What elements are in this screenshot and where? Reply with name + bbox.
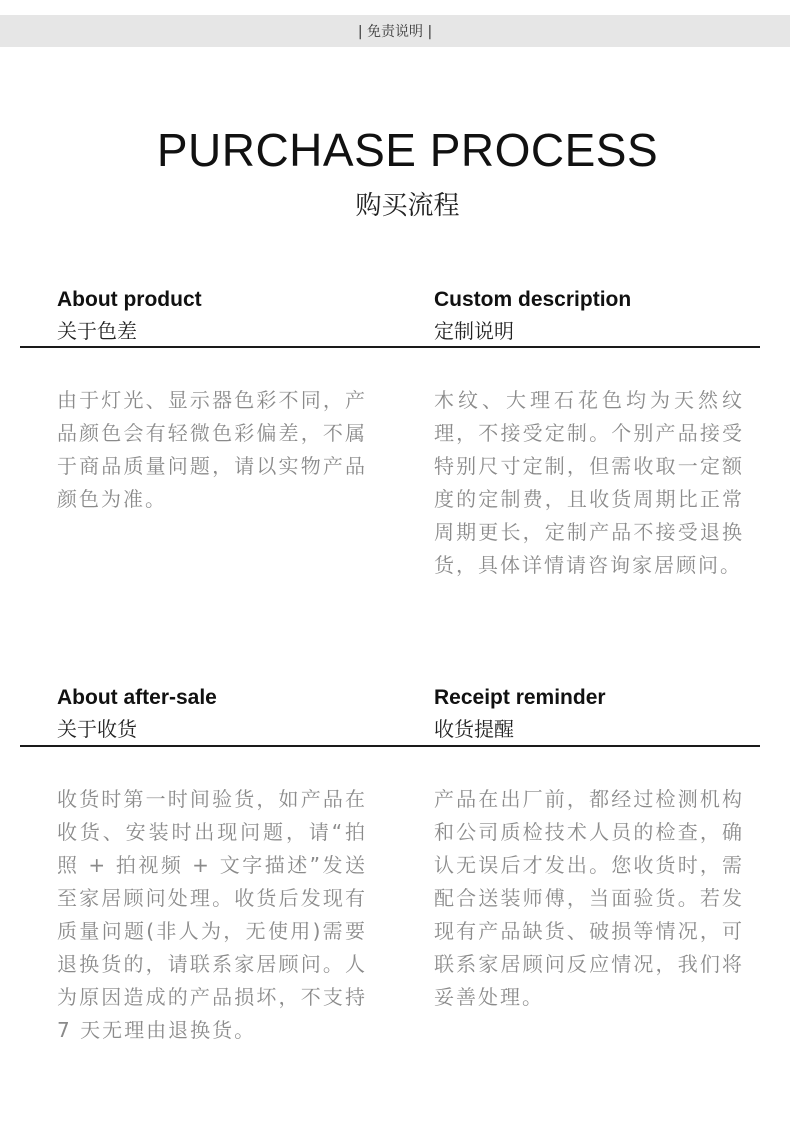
section-body-after-sale: 收货时第一时间验货，如产品在收货、安装时出现问题，请“拍照 + 拍视频 + 文字描述”发送至家居顾问处理。收货后发现有质量问题(非人为，无使用)需要退换货的，请联系家居顾问。人为原因造成的产品损坏，不支持 7 天无理由退换货。 — [57, 787, 367, 1042]
section-divider — [20, 745, 760, 747]
section-heading-receipt-reminder — [434, 684, 754, 745]
page-title: PURCHASE PROCESS — [156, 124, 659, 176]
section-title-zh: 定制说明 — [434, 319, 514, 343]
disclaimer-bar — [0, 15, 790, 47]
section-title-en: Custom description — [434, 288, 632, 311]
disclaimer-label: | 免责说明 | — [357, 24, 433, 40]
section-title-zh: 关于收货 — [57, 717, 137, 741]
section-title-en: Receipt reminder — [434, 686, 606, 709]
section-body-about-product: 由于灯光、显示器色彩不同，产品颜色会有轻微色彩偏差，不属于商品质量问题，请以实物产品颜色为准。 — [57, 388, 367, 511]
section-heading-custom-description — [434, 286, 754, 347]
section-title-en: About product — [57, 288, 202, 311]
section-divider — [20, 346, 760, 348]
section-title-en: About after-sale — [57, 686, 217, 709]
page-subtitle: 购买流程 — [355, 191, 460, 221]
section-heading-after-sale — [57, 684, 377, 745]
section-heading-about-product — [57, 286, 377, 347]
section-title-zh: 收货提醒 — [434, 717, 514, 741]
section-body-receipt-reminder: 产品在出厂前，都经过检测机构和公司质检技术人员的检查，确认无误后才发出。您收货时，需配合送装师傅，当面验货。若发现有产品缺货、破损等情况，可联系家居顾问反应情况，我们将妥善处理。 — [434, 787, 744, 1009]
section-title-zh: 关于色差 — [57, 319, 137, 343]
section-body-custom-description: 木纹、大理石花色均为天然纹理，不接受定制。个别产品接受特别尺寸定制，但需收取一定额度的定制费，且收货周期比正常周期更长，定制产品不接受退换货，具体详情请咨询家居顾问。 — [434, 388, 744, 577]
